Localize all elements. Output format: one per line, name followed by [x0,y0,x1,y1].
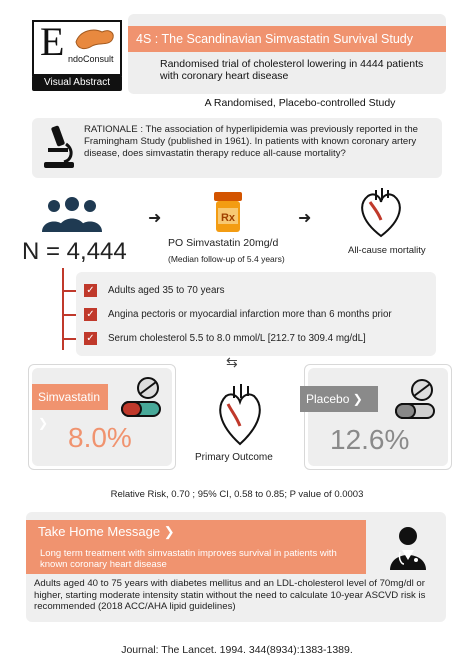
drug-label: PO Simvastatin 20mg/d [168,237,279,249]
take-home-body: Adults aged 40 to 75 years with diabetes mellitus and an LDL-cholesterol level of 70mg/dl or higher, starting moderate intensity statin without the need to calculate 10-year ASCVD risk is recommended (2018 ACC/AHA lipid guidelines) [34,578,426,612]
checkbox-icon: ✓ [84,284,97,297]
doctor-icon [388,524,428,570]
primary-outcome-label: Primary Outcome [195,452,273,463]
logo-band: Visual Abstract [32,75,122,91]
svg-text:Rx: Rx [220,212,236,224]
pancreas-icon [72,24,116,54]
take-home-title-text: Take Home Message [38,524,161,539]
outcome-label: All-cause mortality [348,245,426,256]
pills-icon [118,376,164,420]
criteria-item: Serum cholesterol 5.5 to 8.0 mmol/L [212.7 to 309.4 mg/dL] [108,333,366,344]
study-design: A Randomised, Placebo-controlled Study [204,97,396,109]
pills-icon [392,378,438,422]
take-home-summary: Long term treatment with simvastatin improves survival in patients with known coronary heart disease [40,548,337,570]
patients-group-icon [40,196,104,234]
placebo-label: Placebo [306,392,350,406]
study-title: 4S : The Scandinavian Simvastatin Survival Study [128,26,446,52]
randomize-icon: ⇆ [226,354,238,370]
heart-icon [214,382,266,448]
simvastatin-rate: 8.0% [68,422,132,453]
pill-bottle-icon [210,190,246,234]
arrow-right-icon: ➜ [298,210,312,227]
take-home-title: Take Home Message ❯ [38,524,175,539]
simvastatin-label: Simvastatin [38,390,101,404]
followup-label: (Median follow-up of 5.4 years) [168,254,285,264]
microscope-icon [40,124,78,170]
criteria-item: Adults aged 35 to 70 years [108,285,225,296]
heart-icon [356,184,406,240]
study-subtitle: Randomised trial of cholesterol lowering in 4444 patients with coronary heart disease [160,58,424,82]
journal-citation: Journal: The Lancet. 1994. 344(8934):1383-1389. [121,644,353,656]
logo-letter: E [40,19,65,64]
sample-size: N = 4,444 [22,238,127,265]
placebo-rate: 12.6% [330,424,410,455]
rationale-text: RATIONALE : The association of hyperlipidemia was previously reported in the Framingham Study (published in 1961). In patients with known coronary artery disease, does simvastatin therapy reduce all-cause mortality? [84,124,418,159]
logo-subtext: ndoConsult [68,54,114,64]
checkbox-icon: ✓ [84,308,97,321]
checkbox-icon: ✓ [84,332,97,345]
criteria-item: Angina pectoris or myocardial infarction more than 6 months prior [108,309,392,320]
arrow-right-icon: ➜ [148,210,162,227]
relative-risk: Relative Risk, 0.70 ; 95% CI, 0.58 to 0.85; P value of 0.0003 [110,489,364,500]
placebo-tag: Placebo ❯ [300,386,378,412]
simvastatin-tag: Simvastatin ❯ [32,384,108,410]
